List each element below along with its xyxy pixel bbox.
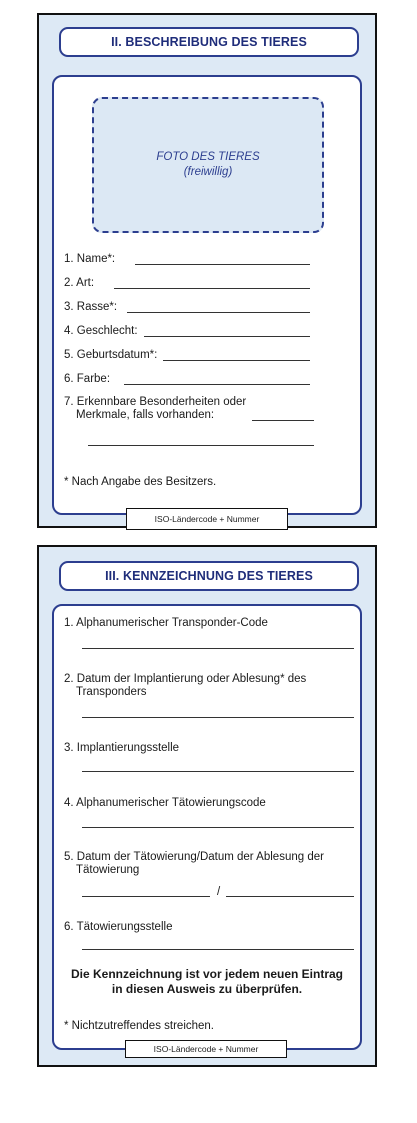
photo-optional-label: (freiwillig) — [183, 166, 233, 178]
field-breed[interactable]: 3. Rasse*: — [64, 301, 350, 313]
tattoo-code-label: 4. Alphanumerischer Tätowierungscode — [64, 797, 266, 809]
description-panel — [52, 75, 362, 515]
section-title: III. KENNZEICHNUNG DES TIERES — [59, 561, 359, 591]
field-features-label: 7. Erkennbare Besonderheiten oder — [64, 396, 247, 408]
verification-notice-2: in diesen Ausweis zu überprüfen. — [111, 982, 303, 996]
transponder-code-label: 1. Alphanumerischer Transponder-Code — [64, 617, 268, 629]
field-features-line-1[interactable] — [252, 420, 314, 421]
iso-country-code-box: ISO-Ländercode + Nummer — [125, 1040, 287, 1058]
field-sex[interactable]: 4. Geschlecht: — [64, 325, 350, 337]
page-identification — [37, 545, 377, 1067]
date-separator: / — [217, 886, 221, 898]
tattoo-date-label: 5. Datum der Tätowierung/Datum der Ablesung der — [64, 851, 324, 863]
tattoo-date-label-2: Tätowierung — [76, 864, 140, 876]
field-birthdate[interactable]: 5. Geburtsdatum*: — [64, 349, 350, 361]
owner-footnote: * Nach Angabe des Besitzers. — [64, 476, 217, 488]
field-name[interactable]: 1. Name*: — [64, 253, 350, 265]
tattoo-site-label: 6. Tätowierungsstelle — [64, 921, 173, 933]
page-description — [37, 13, 377, 528]
iso-country-code-box: ISO-Ländercode + Nummer — [126, 508, 288, 530]
field-species[interactable]: 2. Art: — [64, 277, 350, 289]
implant-date-label-2: Transponders — [76, 686, 147, 698]
field-color[interactable]: 6. Farbe: — [64, 373, 350, 385]
implant-date-label: 2. Datum der Implantierung oder Ablesung* des — [64, 673, 307, 685]
tattoo-code-line[interactable] — [82, 827, 354, 828]
reading-date-line[interactable] — [226, 896, 354, 897]
tattoo-date-line[interactable] — [82, 896, 210, 897]
field-features-line-2[interactable] — [88, 445, 314, 446]
identification-panel — [52, 604, 362, 1050]
transponder-code-line[interactable] — [82, 648, 354, 649]
tattoo-site-line[interactable] — [82, 949, 354, 950]
photo-label: FOTO DES TIERES — [156, 151, 260, 163]
implant-date-line[interactable] — [82, 717, 354, 718]
implant-site-line[interactable] — [82, 771, 354, 772]
section-title: II. BESCHREIBUNG DES TIERES — [59, 27, 359, 57]
field-features-label-2: Merkmale, falls vorhanden: — [76, 409, 215, 421]
photo-placeholder[interactable] — [92, 97, 324, 233]
implant-site-label: 3. Implantierungsstelle — [64, 742, 180, 754]
verification-notice: Die Kennzeichnung ist vor jedem neuen Eintrag — [70, 967, 344, 981]
strike-footnote: * Nichtzutreffendes streichen. — [64, 1020, 215, 1032]
